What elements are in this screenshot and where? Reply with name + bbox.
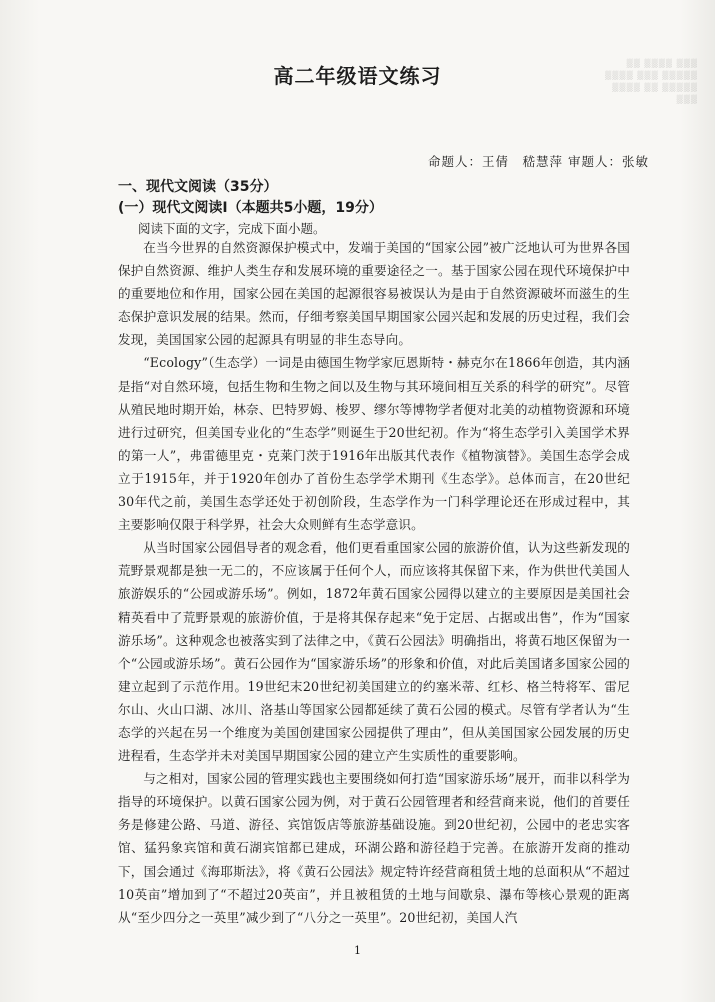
section-heading: 一、现代文阅读（35分） [118, 179, 278, 195]
subsection-heading: (一）现代文阅读Ⅰ（本题共5小题，19分） [118, 200, 383, 216]
paragraph: 与之相对，国家公园的管理实践也主要围绕如何打造“国家游乐场”展开，而非以科学为指导的环境保护。以黄石国家公园为例，对于黄石公园管理者和经营商来说，他们的首要任务是修建公路、马道、游径、宾馆饭店等旅游基础设施。到20世纪初，公园中的老忠实客馆、猛犸象宾馆和黄石湖宾馆都已建成，环湖公路和游径趋于完善。在旅游开发商的推动下，国会通过《海耶斯法》，将《黄石公园法》规定特许经营商租赁土地的总面积从“不超过10英亩”增加到了“不超过20英亩”，并且被租赁的土地与间歇泉、瀑布等核心景观的距离从“至少四分之一英里”减少到了“八分之一英里”。20世纪初，美国人汽 [118, 771, 630, 925]
paragraph: 从当时国家公园倡导者的观念看，他们更看重国家公园的旅游价值，认为这些新发现的荒野景观都是独一无二的，不应该属于任何个人，而应该将其保留下来，作为供世代美国人旅游娱乐的“公园或游乐场”。例如，1872年黄石国家公园得以建立的主要原因是美国社会精英看中了荒野景观的旅游价值，于是将其保存起来“免于定居、占据或出售”，作为“国家游乐场”。这种观念也被落实到了法律之中，《黄石公园法》明确指出，将黄石地区保留为一个“公园或游乐场”。黄石公园作为“国家游乐场”的形象和价值，对此后美国诸多国家公园的建立起到了示范作用。19世纪末20世纪初美国建立的约塞米蒂、红杉、格兰特将军、雷尼尔山、火山口湖、冰川、洛基山等国家公园都延续了黄石公园的模式。尽管有学者认为“生态学的兴起在另一个维度为美国创建国家公园提供了理由”，但从美国国家公园发展的历史进程看，生态学并未对美国早期国家公园的建立产生实质性的重要影响。 [118, 540, 630, 764]
bleed-through-texture: ▒▒▒ ▒▒▒▒ ▒▒ ▒▒▒▒▒ ▒▒▒ ▒▒▒▒ ▒▒▒▒▒ ▒▒ ▒▒▒▒ ▒▒▒ [604, 59, 697, 104]
article-body [118, 236, 630, 929]
paragraph: 在当今世界的自然资源保护模式中，发端于美国的“国家公园”被广泛地认可为世界各国保护自然资源、维护人类生存和发展环境的重要途径之一。基于国家公园在现代环境保护中的重要地位和作用，国家公园在美国的起源很容易被误认为是由于自然资源破坏而滋生的生态保护意识发展的结果。然而，仔细考察美国早期国家公园兴起和发展的历史过程，我们会发现，美国国家公园的起源具有明显的非生态导向。 [118, 240, 630, 348]
reading-instruction: 阅读下面的文字，完成下面小题。 [138, 221, 326, 236]
author-line: 命题人：王倩 嵇慧萍 审题人：张敏 [428, 154, 649, 169]
paragraph: “Ecology”（生态学）一词是由德国生物学家厄恩斯特・赫克尔在1866年创造，其内涵是指“对自然环境，包括生物和生物之间以及生物与其环境间相互关系的科学的研究”。尽管从殖民地时期开始，林奈、巴特罗姆、梭罗、缪尔等博物学者便对北美的动植物资源和环境进行过研究，但美国专业化的“生态学”则诞生于20世纪初。作为“将生态学引入美国学术界的第一人”，弗雷德里克・克莱门茨于1916年出版其代表作《植物演替》。美国生态学会成立于1915年，并于1920年创办了首份生态学学术期刊《生态学》。总体而言，在20世纪30年代之前，美国生态学还处于初创阶段，生态学作为一门科学理论还在形成过程中，其主要影响仅限于科学界，社会大众则鲜有生态学意识。 [118, 355, 630, 533]
page-title: 高二年级语文练习 [273, 64, 442, 88]
page-number: 1 [354, 944, 361, 957]
